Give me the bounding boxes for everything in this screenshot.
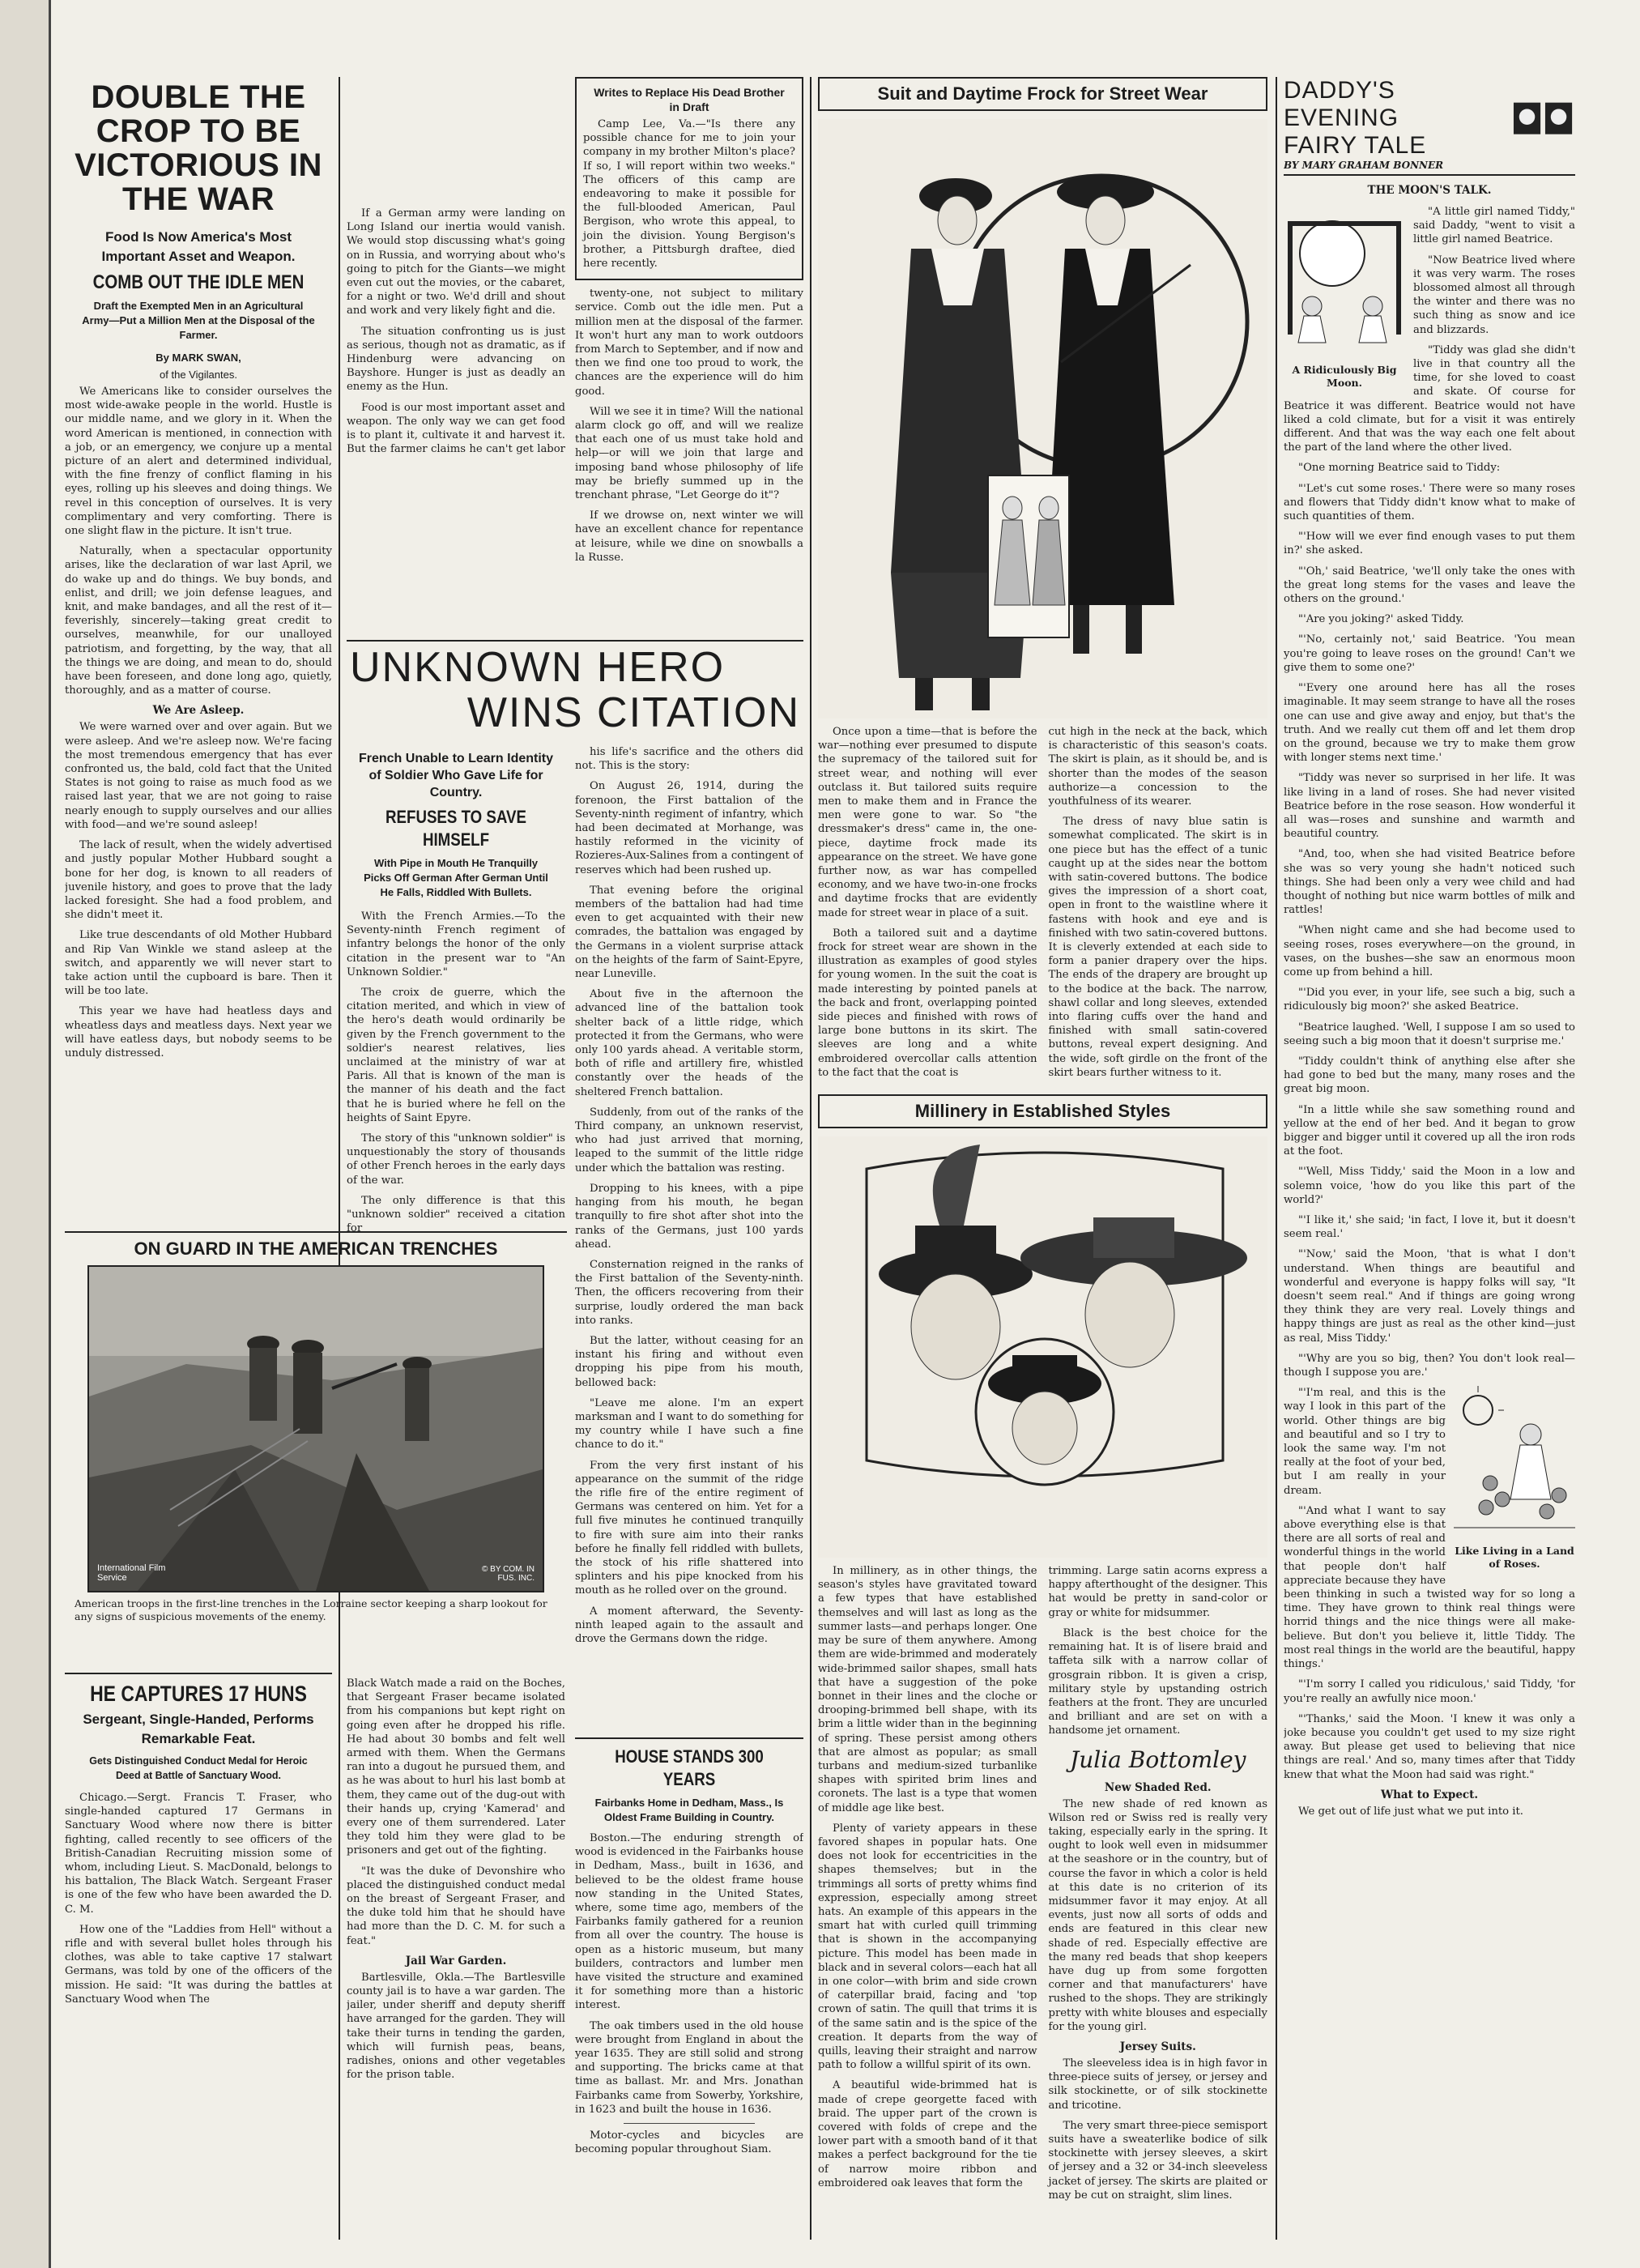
paragraph: Suddenly, from out of the ranks of the Third company, an unknown reservist, who had just arrived that morning, leaped to the summit of the little ridge under which the battalion was resting. — [575, 1106, 803, 1174]
article-captures-huns-cont — [347, 1677, 565, 2244]
photo-feature-trenches — [65, 1231, 567, 1660]
paragraph: "'And what I want to say above everything else is that there are all sorts of real and wonderful things in the world that people don't half appreciate because they have been thinking in such a twisted way for so long a time. They have grown to think real things were horrid things and the nice things were all make-believe. But don't you believe it, little Tiddy. The most real things in the world are the beautiful, happy things.' — [1284, 1504, 1575, 1671]
deck-comb-out: COMB OUT THE IDLE MEN — [92, 271, 305, 293]
paragraph: Like true descendants of old Mother Hubbard and Rip Van Winkle we stand asleep at the switch, and apparently we will never start to take action until the cupboard is bare. Then it will be too late. — [65, 929, 332, 998]
illus-land-of-roses — [1454, 1386, 1575, 1572]
masthead-line1: DADDY'S EVENING — [1284, 77, 1399, 131]
paragraph: "In a little while she saw something round and yellow at the end of her bed. And it began to grow bigger and bigger until it covered up all the iron rods at the foot. — [1284, 1103, 1575, 1158]
headline-double-crop: DOUBLE THE CROP TO BE VICTORIOUS IN THE WAR — [75, 79, 322, 217]
article-house-300-years — [575, 1737, 803, 2240]
column-3-top — [575, 77, 803, 644]
paragraph: "'Now,' said the Moon, 'that is what I don't understand. When things are beautiful and wonderful and everyone is happy folks will say, "It doesn't seem real." And if things are going wrong they think they are very real. Lovely things and happy things are just as real as the other kind—just as real, Miss Tiddy.' — [1284, 1248, 1575, 1345]
photo-credit-left: International Film Service — [97, 1563, 166, 1583]
article-captures-huns — [65, 1673, 332, 2240]
headline-house: HOUSE STANDS 300 YEARS — [615, 1746, 764, 1789]
column-rule — [810, 77, 811, 2240]
paragraph: cut high in the neck at the back, which is characteristic of this season's coats. The skirt is plain, as it should be, and is shorter than the modes of the season authorize—a concession to the youthfulness of its wearer. — [1048, 726, 1267, 808]
subhead-jersey-suits: Jersey Suits. — [1119, 2040, 1196, 2053]
deck-sergeant: Sergeant, Single-Handed, Performs Remarkable Feat. — [83, 1712, 314, 1746]
paragraph: "'I like it,' she said; 'in fact, I love it, but it doesn't seem real.' — [1284, 1214, 1575, 1241]
paragraph: Consternation reigned in the ranks of the First battalion of the Seventy-ninth. Then, the officers recovering from their surprise, loudly ordered the man back into ranks. — [575, 1258, 803, 1327]
article-double-crop — [65, 77, 332, 1089]
fairy-tale-masthead — [1284, 77, 1575, 176]
masthead-line2: FAIRY TALE — [1284, 132, 1427, 159]
paragraph: "And, too, when she had visited Beatrice before she was so very young she hadn't noticed such things. She had been only a very wee child and had thought of nothing but nice warm bottles of milk and rattles! — [1284, 848, 1575, 917]
column-rule — [339, 77, 340, 2240]
millinery-title: Millinery in Established Styles — [818, 1094, 1267, 1128]
paragraph: "One morning Beatrice said to Tiddy: — [1298, 462, 1501, 475]
paragraph: In millinery, as in other things, the season's styles have gravitated toward a few types that have established themselves and will last as long as the summer lasts—and perhaps longer. One may be sure of them anywhere. Among them are wide-brimmed and moderately wide-brimmed sailor shapes, small hats that have a suggestion of the poke bonnet in their lines and the cloche or drooping-brimmed bell shape, with its brim a little wider than in the beginning of spring. These persist among others that are almost as popular; as small turbans and medium-sized turbanlike shapes with spirited brim lines and coronets. The last is a type that women of middle age like best. — [818, 1565, 1037, 1814]
paragraph: The situation confronting us is just as serious, though not as dramatic, as if Hindenburg were advancing on Bayshore. Hunger is just as deadly an enemy as the Hun. — [347, 325, 565, 394]
two-women-dresses-drawing — [818, 119, 1267, 718]
paragraph: "'Let's cut some roses.' There were so many roses and flowers that Tiddy didn't know what to make of such quantities of them. — [1284, 482, 1575, 523]
paragraph: The dress of navy blue satin is somewhat complicated. The skirt is in one piece but has the effect of a tunic caught up at the sides near the bottom with satin-covered buttons. The bodice gives the impression of a short coat, open in front to the waistline where it fastens with hook and eye and is finished with two satin-covered buttons. It is cleverly extended at each side to form a panier drapery over the hips. The ends of the drapery are brought up to the bodice at the back. The narrow, shawl collar and long sleeves, extended into flaring cuffs over the hand and finished with small satin-covered buttons, reveal expert designing. And the wide, soft girdle on the front of the skirt bears further witness to it. — [1048, 816, 1267, 1079]
deck-food-weapon: Food Is Now America's Most Important Asset and Weapon. — [101, 229, 296, 264]
paragraph: A beautiful wide-brimmed hat is made of crepe georgette faced with braid. The upper part of the crown is covered with folds of crepe and the lower part with a smooth band of it that makes a perfect background for the tie of narrow moire ribbon and embroidered oak leaves that form the — [818, 2079, 1037, 2189]
column-rule — [1276, 77, 1277, 2240]
signature-julia-bottomley: Julia Bottomley — [1070, 1746, 1246, 1773]
paragraph: Bartlesville, Okla.—The Bartlesville county jail is to have a war garden. The jailer, under sheriff and deputy sheriff have arranged for the garden. They will take their turns in tending the garden, which will furnish peas, beans, radishes, onions and other vegetables for the prison table. — [347, 1971, 565, 2082]
headline-unknown-hero-wrap — [347, 645, 803, 738]
paragraph: trimming. Large satin acorns express a happy afterthought of the designer. This hat would be pretty in sand-color or gray or white for midsummer. — [1048, 1565, 1267, 1619]
paragraph: The very smart three-piece semisport suits have a sweaterlike bodice of silk stockinette with jersey sleeves, a skirt of jersey and a 32 or 34-inch sleeveless jacket of jersey. The skirts are plaited or may be cut on straight, slim lines. — [1048, 2119, 1267, 2202]
article-double-crop-cont — [347, 207, 565, 458]
deck-french-unable: French Unable to Learn Identity of Soldier Who Gave Life for Country. — [358, 752, 554, 799]
byline-name: By MARK SWAN, — [155, 352, 241, 364]
paragraph: If we drowse on, next winter we will have an excellent chance for repentance at leisure, while we dine on snowballs a la Russe. — [575, 509, 803, 564]
paragraph: We were warned over and over again. But we were asleep. And we're asleep now. We're facing the most tremendous emergency that has ever confronted us, the bald, cold fact that the United States is not going to raise as much food as we raised last year, that we are not going to raise nearly enough to supply ourselves and our allies with food—and we're sound asleep! — [65, 721, 332, 831]
fashion-column — [818, 77, 1267, 2248]
paragraph: The lack of result, when the widely advertised and justly popular Mother Hubbard sought a bone for her dog, is known to all readers of juvenile history, and goes to prove that the lady lacked foresight. She had a food problem, and she didn't meet it. — [65, 839, 332, 922]
paragraph: If a German army were landing on Long Island our inertia would vanish. We would stop discussing what's going on in Russia, and worrying about who's going to pitch for the Giants—we might even cut out the movies, or the cabaret, for a night or two. We'd drill and shout and work and very likely fight and die. — [347, 207, 565, 318]
paragraph: "A little girl named Tiddy," said Daddy, "went to visit a little girl named Beatrice. — [1413, 206, 1575, 246]
illus-big-moon — [1284, 205, 1405, 391]
box-writes-to-replace — [575, 77, 803, 280]
byline-org: of the Vigilantes. — [160, 369, 237, 381]
paragraph: Both a tailored suit and a daytime frock for street wear are shown in the illustration as examples of good styles for young women. In the suit the coat is made interesting by pointed panels at the back and front, overlapping pointed side pieces and finished with rows of large bone buttons in its skirt. The sleeves are long and a white embroidered overcollar calls attention to the fact that the coat is — [818, 927, 1037, 1079]
box-title: Writes to Replace His Dead Brother in Draft — [594, 86, 785, 113]
paragraph: "'No, certainly not,' said Beatrice. 'You mean you're going to leave roses on the ground! Can't we give them to some one?' — [1284, 633, 1575, 674]
girl-with-roses-drawing — [1454, 1386, 1575, 1540]
paragraph: Boston.—The enduring strength of wood is evidenced in the Fairbanks house in Dedham, Mass., built in 1636, and believed to be the oldest frame house now standing in the United States, where, some time ago, members of the Fairbanks family gathered for a reunion from all over the country. The house is open as a historic museum, but many builders, contractors and lumber men have visited the structure and examined it for something more than a historic interest. — [575, 1832, 803, 2012]
subhead-jail-garden: Jail War Garden. — [405, 1954, 507, 1967]
paragraph: Naturally, when a spectacular opportunity arises, like the declaration of war last April, we do wake up and do things. We buy bonds, and enlist, and drill; we join defense leagues, and knit, and make bandages, and all the rest of it—feverishly, sincerely—taking great credit to ourselves, meanwhile, for our unalloyed patriotism, and forgetting, by the way, that all the things we are doing, and mean to do, should have been foreseen, and done long ago, quietly, thoroughly, and as a matter of course. — [65, 545, 332, 697]
masthead-byline: BY MARY GRAHAM BONNER — [1284, 160, 1444, 171]
story-text — [1284, 205, 1575, 1818]
suit-title: Suit and Daytime Frock for Street Wear — [818, 77, 1267, 111]
paragraph: From the very first instant of his appearance on the summit of the ridge the rifle fire of the entire regiment of Germans was centered on him. Yet for a full five minutes he continued tranquilly to fire with sure aim into their ranks before he finally fell riddled with bullets, the stock of his rifle shattered into splinters and his pipe knocked from his mouth as he rolled over on the ground. — [575, 1459, 803, 1597]
paragraph: Plenty of variety appears in these favored shapes in popular hats. One does not look for eccentricities in the shapes themselves; but in the trimmings all sorts of pretty whims find expression, especially among street hats. An example of this appears in the smart hat with curled quill trimming that is shown in the accompanying picture. This model has been made in black and in several colors—each hat all in one color—with brim and side crown of caterpillar braid, facing and 'top crown of satin. The quill that trims it is of the same satin and is the spice of the creation. It departs from the way of quills, leaving their straight and narrow path to follow a willful spirit of its own. — [818, 1822, 1037, 2072]
paragraph: "Leave me alone. I'm an expert marksman and I want to do something for my country while I have such a fine chance to do it." — [575, 1396, 803, 1452]
story-title: THE MOON'S TALK. — [1367, 184, 1492, 197]
trenches-caption: American troops in the first-line trenches in the Lorraine sector keeping a sharp lookout for any signs of suspicious movements of the enemy. — [75, 1597, 547, 1622]
adjacent-page-margin — [0, 0, 51, 2268]
paragraph: Food is our most important asset and weapon. The only way we can get food is to plant it, cultivate it and harvest it. But the farmer claims he can't get labor — [347, 401, 565, 456]
paragraph: Will we see it in time? Will the national alarm clock go off, and will we realize that each one of us must take hold and help—or will we join that large and imposing band whose philosophy of life may be briefly summed up in the trenchant phrase, "Let George do it"? — [575, 405, 803, 502]
deck-gets-medal: Gets Distinguished Conduct Medal for Heroic Deed at Battle of Sanctuary Wood. — [89, 1755, 308, 1781]
paragraph: We Americans like to consider ourselves the most wide-awake people in the world. Hustle is our middle name, and we glory in it. When the word American is mentioned, in connection with a job, or an emergency, we conjure up a mental picture of an alert and determined individual, with the fine frenzy of conflict flaming in his eyes, rolling up his sleeves and doing things. We revel in this conception of ourselves. It is very complimentary and very comforting. There is one slight flaw in the picture. It isn't true. — [65, 386, 332, 538]
paragraph: his life's sacrifice and the others did not. This is the story: — [575, 746, 803, 773]
paragraph: Camp Lee, Va.—"Is there any possible chance for me to join your company in my brother Milton's place? If so, I will report within two weeks." The officers of this camp are endeavoring to make it possible for the full-blooded American, Paul Bergison, who wrote this appeal, to join the division. Young Bergison's brother, a Pittsburgh draftee, died here recently. — [583, 118, 795, 271]
paragraph: But the latter, without ceasing for an instant his firing and without even dropping his pipe from his mouth, bellowed back: — [575, 1334, 803, 1389]
daddys-fairy-tale — [1284, 77, 1575, 2248]
paragraph: twenty-one, not subject to military service. Comb out the idle men. Put a million men at the disposal of the farmer. It won't hurt any man to work outdoors from March to September, and if now and then we find one too proud to work, the chances are the experience will do him good. — [575, 288, 803, 398]
subhead-what-to-expect: What to Expect. — [1380, 1788, 1479, 1801]
paragraph: How one of the "Laddies from Hell" without a rifle and with several bullet holes through his clothes, was able to take captive 17 stalwart Germans, was told by one of the officers of the mission. He said: "It was during the battles at Sanctuary Wood when The — [65, 1923, 332, 2006]
paragraph: "'Thanks,' said the Moon. 'I knew it was only a joke because you couldn't get used to my size right away. But please get used to believing that nice things are real.' And so, many times after that Tiddy knew that what the Moon had said was right." — [1284, 1712, 1575, 1781]
paragraph: "It was the duke of Devonshire who placed the distinguished conduct medal on the breast of Sergeant Fraser, and the duke told him that he should have had more than the D. C. M. for such a feat." — [347, 1865, 565, 1947]
paragraph: Motor-cycles and bicycles are becoming popular throughout Siam. — [575, 2129, 803, 2156]
deck-fairbanks: Fairbanks Home in Dedham, Mass., Is Oldest Frame Building in Country. — [594, 1797, 784, 1823]
paragraph: "'Oh,' said Beatrice, 'we'll only take the ones with the great long stems for the vases and leave the others on the ground.' — [1284, 565, 1575, 606]
deck-pipe-in-mouth: With Pipe in Mouth He Tranquilly Picks Off German After German Until He Falls, Riddled With Bullets. — [364, 857, 548, 898]
article-unknown-hero-cont — [575, 745, 803, 1644]
headline-unknown-hero-line2: WINS CITATION — [466, 689, 800, 736]
millinery-article — [818, 1564, 1267, 2209]
headline-captures-huns: HE CAPTURES 17 HUNS — [90, 1682, 307, 1706]
paragraph: About five in the afternoon the advanced line of the battalion took shelter back of a little ridge, which protected it from the Germans, who were only 100 yards ahead. A veritable storm, both of rifle and artillery fire, whistled constantly over the heads of the sheltered French battalion. — [575, 988, 803, 1098]
paragraph: "'Are you joking?' asked Tiddy. — [1298, 613, 1464, 626]
paragraph: With the French Armies.—To the Seventy-ninth French regiment of infantry belongs the honor of the only citation in the present war to "An Unknown Soldier." — [347, 910, 565, 978]
headline-unknown-hero-line1: UNKNOWN HERO — [350, 645, 726, 691]
paragraph: A moment afterward, the Seventy-ninth leaped again to the assault and drove the Germans down the ridge. — [575, 1605, 803, 1644]
suit-frock-illustration — [818, 119, 1267, 718]
subhead-new-shaded-red: New Shaded Red. — [1104, 1780, 1212, 1794]
paragraph: "'I'm sorry I called you ridiculous,' said Tiddy, 'for you're really an awfully nice moon.' — [1284, 1678, 1575, 1705]
paragraph: This year we have had heatless days and wheatless days and meatless days. Next year we will have eatless days, but nobody seems to be unduly distressed. — [65, 1005, 332, 1059]
paragraph: We get out of life just what we put into it. — [1298, 1805, 1523, 1818]
paragraph: Black Watch made a raid on the Boches, that Sergeant Fraser became isolated from his companions but kept right on going even after he dropped his rifle. He had about 30 bombs and felt well armed with them. When the Germans ran into a dugout he pursued them, and as he was about to hurl his last bomb at them, they came out of the dug-out with their hands up, crying 'Kamerad' and every one of them surrendered. Later they told him they were glad to be prisoners and get out of the fighting. — [347, 1678, 565, 1857]
paragraph: "When night came and she had become used to seeing roses, roses everywhere—on the ground, in vases, on the bushes—she saw an enormous moon come up from behind a hill. — [1284, 924, 1575, 978]
paragraph: "'Every one around here has all the roses imaginable. It may seem strange to have all the roses one can use and give away and enjoy, but that's the truth. And we really cut them off and let them drop on the ground, because we try to make them grow with longer stems next time.' — [1284, 682, 1575, 765]
deck-draft-exempted: Draft the Exempted Men in an Agricultural Army—Put a Million Men at the Disposal of the Farmer. — [82, 300, 315, 341]
paragraph: Black is the best choice for the remaining hat. It is of lisere braid and taffeta silk with a narrow collar of grosgrain ribbon. It is given a crisp, military style by upstanding ostrich feathers at the front. They are uncurled and brilliant and are set on with a handsome jet ornament. — [1048, 1626, 1267, 1737]
trench-soldiers-photo — [89, 1267, 543, 1591]
suit-article — [818, 725, 1267, 1086]
paragraph: "Beatrice laughed. 'Well, I suppose I am so used to seeing such a big moon that it doesn't surprise me.' — [1284, 1021, 1575, 1047]
moon-and-girl-drawing — [1284, 205, 1405, 359]
faces-icon — [1512, 96, 1575, 152]
paragraph: The new shade of red known as Wilson red or Swiss red is really very taking, especially early in the spring. It ought to look well even in midsummer at the seashore or in the country, but of course the favor in which a color is held at this date is no criterion of its midsummer favor it may enjoy. At all events, just now all sorts of odds and ends are featured in this clear new shade of red. Especially effective are the many red beads that shop keepers have dug up from some forgotten corner and that manufacturers' have rushed to the shops. They are strikingly pretty with white blouses and especially for the young girl. — [1048, 1797, 1267, 2033]
paragraph: "Tiddy was never so surprised in her life. It was like living in a land of roses. She had never visited Beatrice before in the rose season. How wonderful it all was—roses and sunshine and warmth and beautiful country. — [1284, 772, 1575, 841]
deck-refuses: REFUSES TO SAVE HIMSELF — [386, 807, 526, 850]
paragraph: "'Did you ever, in your life, see such a big, such a ridiculously big moon?' she asked Beatrice. — [1284, 987, 1575, 1013]
trenches-title: ON GUARD IN THE AMERICAN TRENCHES — [134, 1238, 498, 1259]
paragraph: Chicago.—Sergt. Francis T. Fraser, who single-handed captured 17 Germans in Sanctuary Wood where now there is bitter fighting, called recently to see officers of the British-Canadian Recruiting mission some of whom, including Lieut. S. MacDonald, belongs to his battalion, The Black Watch. Sergeant Fraser is one of the few who have been awarded the D. C. M. — [65, 1792, 332, 1916]
paragraph: "'Well, Miss Tiddy,' said the Moon in a low and solemn voice, 'how do you like this part of the world?' — [1284, 1166, 1575, 1206]
paragraph: "Tiddy was glad she didn't live in that country all the time, for she loved to coast and skate. Of course for Beatrice it was different. Beatrice would not have liked a cold climate, but for a visit it was entirely different. And that was the way each one felt about the part of the land where the other lived. — [1284, 343, 1575, 454]
paragraph: The story of this "unknown soldier" is unquestionably the story of thousands of other French heroes in the early days of the war. — [347, 1132, 565, 1187]
paragraph: The sleeveless idea is in high favor in three-piece suits of jersey, or jersey and silk stockinette, or of silk stockinette and tricotine. — [1048, 2057, 1267, 2112]
paragraph: The only difference is that this "unknown soldier" received a citation for — [347, 1194, 565, 1235]
paragraph: "'Why are you so big, then? You don't look real—though I suppose you are.' — [1284, 1352, 1575, 1379]
photo-credit-right: © BY COM. IN FUS. INC. — [482, 1565, 535, 1583]
subhead-asleep: We Are Asleep. — [152, 704, 245, 718]
paragraph: The oak timbers used in the old house were brought from England in about the year 1635. They are still solid and strong and supporting. The bricks came at that time as ballast. Mr. and Mrs. Jonathan Fairbanks came from Sowerby, Yorkshire, in 1623 and built the house in 1636. — [575, 2019, 803, 2116]
three-hats-drawing — [818, 1136, 1267, 1558]
trenches-photo — [87, 1265, 544, 1592]
paragraph: "'I'm real, and this is the way I look in this part of the world. Other things are big and beautiful and so I try to look the same way. I'm not really at the foot of your bed, but I am really in your dream. — [1284, 1387, 1446, 1497]
paragraph: "Tiddy couldn't think of anything else after she had gone to bed but the many, many roses and the great big moon. — [1284, 1055, 1575, 1096]
paragraph: The croix de guerre, which the citation merited, and which in view of the hero's death would ordinarily be given by the French government to the soldier's nearest relatives, lies unclaimed at the ministry of war at Paris. All that is known of the man is the manner of his death and the fact that he is buried where he fell on the heights of Saint Epyre. — [347, 987, 565, 1124]
paragraph: That evening before the original members of the battalion had had time even to get acquainted with their new comrades, the battalion was engaged by the Germans in a violent surprise attack on the heights of the farm of Saint-Epyre, near Luneville. — [575, 884, 803, 981]
illus2-caption: Like Living in a Land of Roses. — [1455, 1545, 1574, 1571]
paragraph: "Now Beatrice lived where it was very warm. The roses blossomed almost all through the winter and there was no such thing as snow and ice and blizzards. — [1413, 254, 1575, 336]
paragraph: Dropping to his knees, with a pipe hanging from his mouth, he began tranquilly to fire shot after shot into the ranks of the Germans, just 100 yards ahead. — [575, 1182, 803, 1251]
millinery-illustration — [818, 1136, 1267, 1558]
illus1-caption: A Ridiculously Big Moon. — [1292, 364, 1397, 389]
paragraph: Once upon a time—that is before the war—nothing ever presumed to dispute the supremacy of the tailored suit for street wear, and nothing will ever outclass it. But tailored suits require men to make them and in France the men were gone to war. So "the dressmaker's dress" came in, the one-piece, daytime frock made its appearance on the street. We have gone further now, as war has compelled economy, and we have two-in-one frocks and daytime frocks that are evidently made for street wear in place of a suit. — [818, 726, 1037, 919]
paragraph: On August 26, 1914, during the forenoon, the First battalion of the Seventy-ninth regiment of infantry, which had been decimated at Morhange, was hastily reformed in the vicinity of Rozieres-Aux-Salines from a contingent of reserves which had been rushed up. — [575, 780, 803, 876]
paragraph: "'How will we ever find enough vases to put them in?' she asked. — [1284, 531, 1575, 557]
